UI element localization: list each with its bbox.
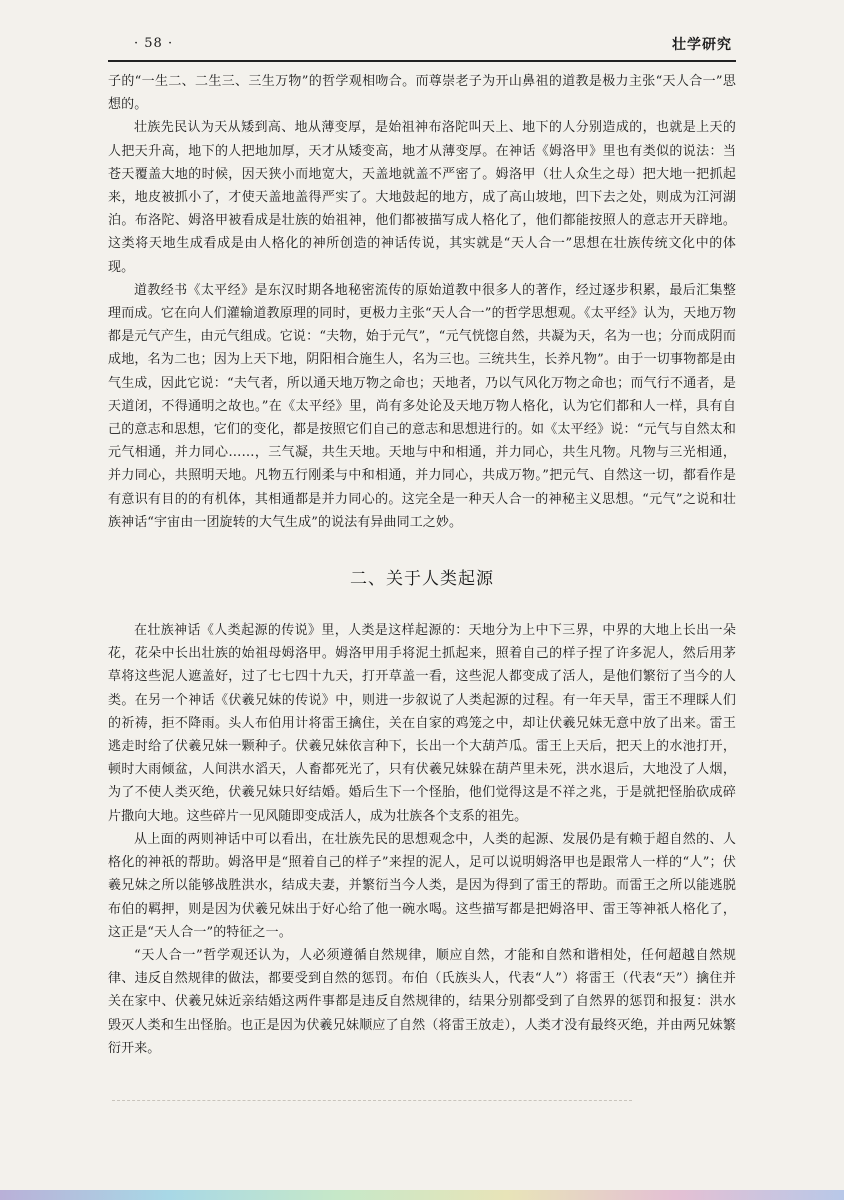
running-header: [108, 30, 736, 58]
journal-title: 壮学研究: [672, 37, 732, 53]
paragraph: 从上面的两则神话中可以看出，在壮族先民的思想观念中，人类的起源、发展仍是有赖于超自然的、人格化的神祇的帮助。姆洛甲是“照着自己的样子”来捏的泥人，足可以说明姆洛甲也是跟常人一样的“人”；伏羲兄妹之所以能够战胜洪水，结成夫妻，并繁衍当今人类，是因为得到了雷王的帮助。而雷王之所以能逃脱布伯的羁押，则是因为伏羲兄妹出于好心给了他一碗水喝。这些描写都是把姆洛甲、雷王等神祇人格化了，这正是“天人合一”的特征之一。: [108, 831, 736, 940]
section-heading: 二、关于人类起源: [350, 569, 494, 590]
article-body: [108, 70, 736, 1060]
paragraph: “天人合一”哲学观还认为，人必须遵循自然规律，顺应自然，才能和自然和谐相处，任何超越自然规律、违反自然规律的做法，都要受到自然的惩罚。布伯（氏族头人，代表“人”）将雷王（代表“天”）擒住并关在家中、伏羲兄妹近亲结婚这两件事都是违反自然规律的，结果分别都受到了自然界的惩罚和报复：洪水毁灭人类和生出怪胎。也正是因为伏羲兄妹顺应了自然（将雷王放走），人类才没有最终灭绝，并由两兄妹繁衍开来。: [108, 947, 736, 1056]
header-rule: [108, 60, 736, 62]
scan-color-band: [0, 1190, 844, 1200]
page-number: · 58 ·: [134, 36, 174, 51]
paragraph: 壮族先民认为天从矮到高、地从薄变厚，是始祖神布洛陀叫天上、地下的人分别造成的，也就是上天的人把天升高，地下的人把地加厚，天才从矮变高，地才从薄变厚。在神话《姆洛甲》里也有类似的说法：当苍天覆盖大地的时候，因天狭小而地宽大，天盖地就盖不严密了。姆洛甲（壮人众生之母）把大地一把抓起来，地皮被抓小了，才使天盖地盖得严实了。大地鼓起的地方，成了高山坡地，凹下去之处，则成为江河湖泊。布洛陀、姆洛甲被看成是壮族的始祖神，他们都被描写成人格化了，他们都能按照人的意志开天辟地。这类将天地生成看成是由人格化的神所创造的神话传说，其实就是“天人合一”思想在壮族传统文化中的体现。: [108, 120, 736, 275]
paragraph: 道教经书《太平经》是东汉时期各地秘密流传的原始道教中很多人的著作，经过逐步积累，最后汇集整理而成。它在向人们灌输道教原理的同时，更极力主张“天人合一”的哲学思想观。《太平经》认为，天地万物都是元气产生，由元气组成。它说：“夫物，始于元气”，“元气恍惚自然，共凝为天，名为一也；分而成阴而成地，名为二也；因为上天下地，阴阳相合施生人，名为三也。三统共生，长养凡物”。由于一切事物都是由气生成，因此它说：“夫气者，所以通天地万物之命也；天地者，乃以气风化万物之命也；而气行不通者，是天道闭，不得通明之故也。”在《太平经》里，尚有多处论及天地万物人格化，认为它们都和人一样，具有自己的意志和思想，它们的变化，都是按照它们自己的意志和思想进行的。如《太平经》说：“元气与自然太和元气相通，并力同心……，三气凝，共生天地。天地与中和相通，并力同心，共生凡物。凡物与三光相通，并力同心，共照明天地。凡物五行刚柔与中和相通，并力同心，共成万物。”把元气、自然这一切，都看作是有意识有目的的有机体，其相通都是并力同心的。这完全是一种天人合一的神秘主义思想。“元气”之说和壮族神话“宇宙由一团旋转的大气生成”的说法有异曲同工之妙。: [108, 282, 736, 530]
faint-divider: [112, 1100, 632, 1101]
paragraph: 在壮族神话《人类起源的传说》里，人类是这样起源的：天地分为上中下三界，中界的大地上长出一朵花，花朵中长出壮族的始祖母姆洛甲。姆洛甲用手将泥土抓起来，照着自己的样子捏了许多泥人，然后用茅草将这些泥人遮盖好，过了七七四十九天，打开草盖一看，这些泥人都变成了活人，是他们繁衍了当今的人类。在另一个神话《伏羲兄妹的传说》中，则进一步叙说了人类起源的过程。有一年天旱，雷王不理睬人们的祈祷，拒不降雨。头人布伯用计将雷王擒住，关在自家的鸡笼之中，却让伏羲兄妹无意中放了出来。雷王逃走时给了伏羲兄妹一颗种子。伏羲兄妹依言种下，长出一个大葫芦瓜。雷王上天后，把天上的水池打开，顿时大雨倾盆，人间洪水滔天，人畜都死光了，只有伏羲兄妹躲在葫芦里未死，洪水退后，大地没了人烟，为了不使人类灭绝，伏羲兄妹只好结婚。婚后生下一个怪胎，他们觉得这是不祥之兆，于是就把怪胎砍成碎片撒向大地。这些碎片一见风随即变成活人，成为壮族各个支系的祖先。: [108, 623, 736, 824]
paragraph-continued: 子的“一生二、二生三、三生万物”的哲学观相吻合。而尊崇老子为开山鼻祖的道教是极力主张“天人合一”思想的。: [108, 74, 736, 113]
